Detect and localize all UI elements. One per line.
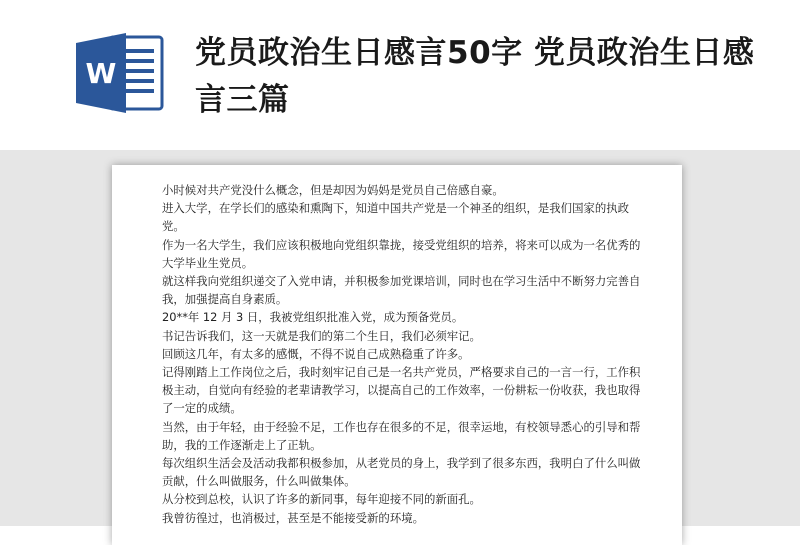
header [0,0,800,150]
paragraph: 书记告诉我们，这一天就是我们的第二个生日，我们必须牢记。 [162,328,481,343]
document-body [162,181,644,527]
paragraph: 作为一名大学生，我们应该积极地向党组织靠拢，接受党组织的培养，将来可以成为一名优秀的大学毕业生党员。 [162,237,641,270]
page-title: 党员政治生日感言50字 党员政治生日感言三篇 [195,35,755,118]
paragraph: 每次组织生活会及活动我都积极参加，从老党员的身上，我学到了很多东西，我明白了什么叫做贡献，什么叫做服务，什么叫做集体。 [162,456,641,489]
word-icon-letter: W [85,57,117,90]
paragraph: 我曾彷徨过，也消极过，甚至是不能接受新的环境。 [162,510,424,525]
word-document-icon [76,33,164,113]
paragraph: 从分校到总校，认识了许多的新同事，每年迎接不同的新面孔。 [162,492,481,507]
paragraph: 就这样我向党组织递交了入党申请，并积极参加党课培训，同时也在学习生活中不断努力完善自我，加强提高自身素质。 [162,274,641,307]
paragraph: 回顾这几年，有太多的感慨，不得不说自己成熟稳重了许多。 [162,346,470,361]
paragraph: 当然，由于年轻，由于经验不足，工作也存在很多的不足，很幸运地，有校领导悉心的引导和帮助，我的工作逐渐走上了正轨。 [162,419,641,452]
paragraph: 20**年 12 月 3 日，我被党组织批准入党，成为预备党员。 [162,310,464,325]
document-page [112,165,682,545]
paragraph: 记得刚踏上工作岗位之后，我时刻牢记自己是一名共产党员，严格要求自己的一言一行，工作积极主动，自觉向有经验的老辈请教学习，以提高自己的工作效率，一份耕耘一份收获，我也取得了一定的成绩。 [162,365,641,416]
paragraph: 进入大学，在学长们的感染和熏陶下，知道中国共产党是一个神圣的组织，是我们国家的执政党。 [162,201,630,234]
paragraph: 小时候对共产党没什么概念，但是却因为妈妈是党员自己倍感自豪。 [162,183,504,197]
